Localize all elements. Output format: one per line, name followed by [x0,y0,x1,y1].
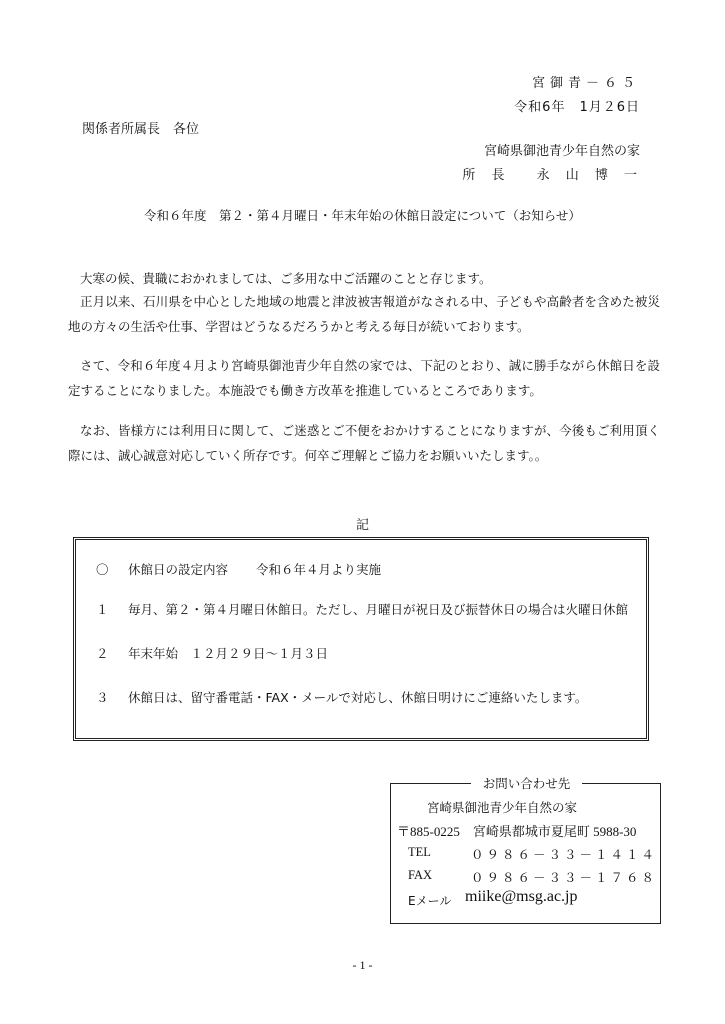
notice-heading-date: 令和６年４月より実施 [256,562,382,577]
notice-item-number: ３ [96,690,109,705]
notice-item-number: １ [96,602,109,617]
sender-name: 所 長 永 山 博 一 [462,168,640,183]
notice-item [96,688,587,706]
notice-heading-label: 休館日の設定内容 [128,562,229,577]
notice-item-text: 休館日は、留守番電話・FAX・メールで対応し、休館日明けにご連絡いたします。 [128,690,588,705]
circle-mark: 〇 [96,562,109,577]
notice-item [96,644,328,662]
notice-item-text: 毎月、第２・第４月曜日休館日。ただし、月曜日が祝日及び振替休日の場合は火曜日休館 [128,602,629,617]
notice-item-number: ２ [96,646,109,661]
contact-organization: 宮崎県御池青少年自然の家 [427,800,578,815]
document-title: 令和６年度 第２・第４月曜日・年末年始の休館日設定について（お知らせ） [144,208,581,223]
page-number: - 1 - [352,958,373,972]
recipient: 関係者所属長 各位 [82,122,200,137]
fax-label: FAX [408,868,433,882]
tel-number: ０９８６－３３－１４１４ [471,847,658,862]
body-paragraph-announcement: さて、令和６年度４月より宮崎県御池青少年自然の家では、下記のとおり、誠に勝手ながら休館日を設定することになりました。本施設でも働き方改革を推進しているところであります。 [68,358,660,398]
fax-number: ０９８６－３３－１７６８ [471,870,658,885]
document-date: 令和6年 1月２6日 [514,100,640,115]
tel-label: TEL [408,845,431,859]
contact-box [390,776,661,924]
sender-organization: 宮崎県御池青少年自然の家 [483,144,640,159]
document-number: 宮御青－６５ [531,76,640,91]
email-label: Eメール [408,894,452,908]
notice-item [96,600,628,618]
notice-item-text: 年末年始 １２月２９日～１月３日 [128,646,329,661]
notice-box [73,537,649,741]
notice-heading [96,560,381,578]
ki-heading: 記 [355,518,369,533]
body-paragraph-apology: なお、皆様方には利用日に関して、ご迷惑とご不便をおかけすることになりますが、今後もご利用頂く際には、誠心誠意対応していく所存です。何卒ご理解とご協力をお願いいたします。。 [68,423,660,463]
body-paragraph-disaster: 正月以来、石川県を中心とした地域の地震と津波被害報道がなされる中、子どもや高齢者を含めた被災地の方々の生活や仕事、学習はどうなるだろうかと考える毎日が続いております。 [68,294,660,334]
contact-address: 〒885-0225 宮崎県都城市夏尾町 5988-30 [397,824,637,839]
email-address[interactable]: miike@msg.ac.jp [465,888,578,905]
contact-title: お問い合わせ先 [391,774,662,792]
body-paragraph-greeting: 大寒の候、貴職におかれましては、ご多用な中ご活躍のことと存じます。 [80,271,492,286]
